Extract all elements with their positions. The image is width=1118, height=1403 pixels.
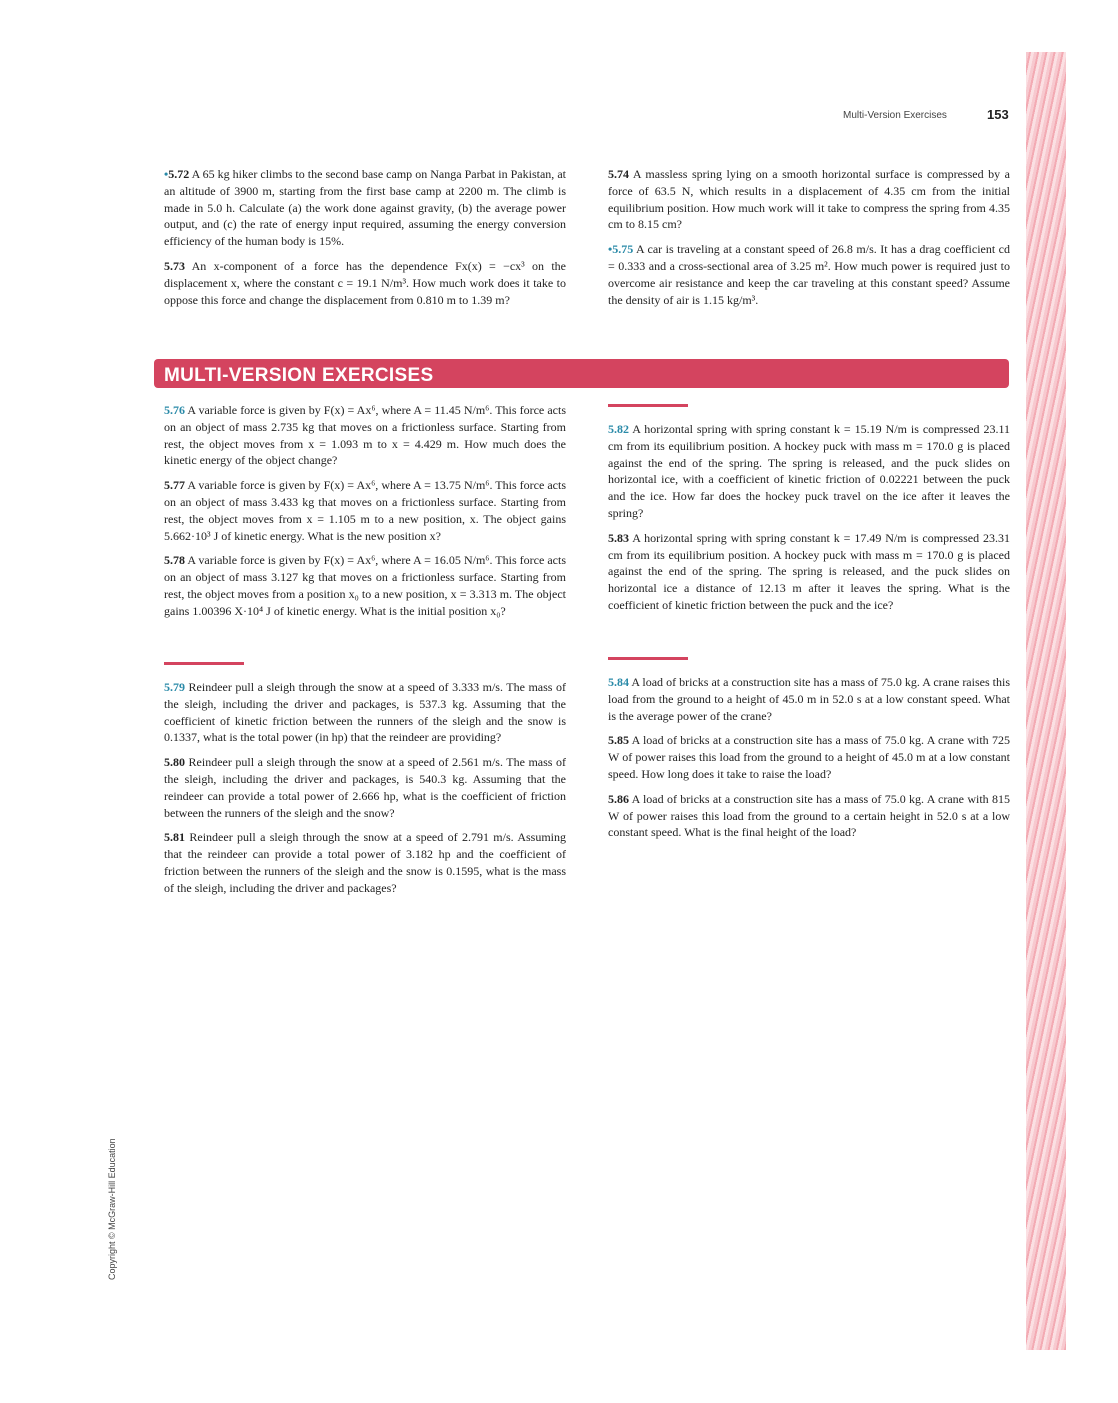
section-banner <box>154 359 1009 388</box>
section-title: MULTI-VERSION EXERCISES <box>164 365 434 386</box>
lower-right-column-group-2 <box>608 674 1010 849</box>
problem-5-75: •5.75 A car is traveling at a constant speed of 26.8 m/s. It has a drag coefficient cd = 0.333 and a cross-sectional area of 3.25 m². How much power is required just to overcome air resistance and keep the car traveling at this constant speed? Assume the density of air is 1.15 kg/m³. <box>608 242 1011 307</box>
lower-left-column-group-2 <box>164 679 566 905</box>
copyright-notice: Copyright © McGraw-Hill Education <box>107 1138 117 1280</box>
page-number: 153 <box>987 107 1009 122</box>
problem-5-79: 5.79 Reindeer pull a sleigh through the snow at a speed of 3.333 m/s. The mass of the sleigh, including the driver and packages, is 537.3 kg. Assuming that the coefficient of kinetic friction between the runners of the sleigh and the snow is 0.1337, what is the total power (in hp) that the reindeer are providing? <box>164 680 567 745</box>
decorative-sidebar <box>1026 52 1066 1350</box>
group-divider <box>608 404 688 407</box>
problem-5-83: 5.83 A horizontal spring with spring constant k = 17.49 N/m is compressed 23.31 cm from its equilibrium position. A hockey puck with mass m = 170.0 g is placed against the end of the spring. The spring is released, and the puck slides on horizontal ice a distance of 12.13 m after it leaves the spring. What is the coefficient of kinetic friction between the puck and the ice? <box>608 530 1011 612</box>
problem-5-78: 5.78 A variable force is given by F(x) = Ax⁶, where A = 16.05 N/m⁶. This force acts on an object of mass 3.127 kg that moves on a frictionless surface. Starting from rest, the object moves from a position x₀ to a new position, x = 3.313 m. The object gains 1.00396 X·10⁴ J of kinetic energy. What is the initial position x₀? <box>164 553 567 618</box>
problem-5-85: 5.85 A load of bricks at a construction site has a mass of 75.0 kg. A crane with 725 W of power raises this load from the ground to a height of 45.0 m at a low constant speed. How long does it take to raise the load? <box>608 733 1010 781</box>
problem-5-80: 5.80 Reindeer pull a sleigh through the snow at a speed of 2.561 m/s. The mass of the sleigh, including the driver and packages, is 540.3 kg. Assuming that the reindeer can provide a total power of 2.666 hp, what is the coefficient of friction between the runners of the sleigh and the snow? <box>164 755 567 820</box>
top-left-column <box>164 166 566 316</box>
top-right-column <box>608 166 1010 316</box>
problem-5-73: 5.73 An x-component of a force has the dependence Fx(x) = −cx³ on the displacement x, where the constant c = 19.1 N/m³. How much work does it take to oppose this force and change the displacement from 0.810 m to 1.39 m? <box>164 258 566 307</box>
problem-5-77: 5.77 A variable force is given by F(x) = Ax⁶, where A = 13.75 N/m⁶. This force acts on an object of mass 3.433 kg that moves on a frictionless surface. Starting from rest, the object moves from x = 1.105 m to a new position, x. The object gains 5.662·10³ J of kinetic energy. What is the new position x? <box>164 478 567 543</box>
problem-5-82: 5.82 A horizontal spring with spring constant k = 15.19 N/m is compressed 23.11 cm from its equilibrium position. A hockey puck with mass m = 170.0 g is placed against the end of the spring. The spring is released, and the puck slides on horizontal ice, with a coefficient of kinetic friction of 0.02221 between the puck and the ice. How far does the hockey puck travel on the ice after it leaves the spring? <box>608 422 1010 520</box>
group-divider <box>164 662 244 665</box>
lower-left-column-group-1 <box>164 402 566 628</box>
problem-5-72: •5.72 A 65 kg hiker climbs to the second base camp on Nanga Parbat in Pakistan, at an altitude of 3900 m, starting from the first base camp at 2200 m. The climb is made in 5.0 h. Calculate (a) the work done against gravity, (b) the average power output, and (c) the rate of energy input required, assuming the energy conversion efficiency of the human body is 15%. <box>164 167 566 249</box>
problem-5-81: 5.81 Reindeer pull a sleigh through the snow at a speed of 2.791 m/s. Assuming that the reindeer can provide a total power of 3.182 hp and the coefficient of friction between the runners of the sleigh and the snow is 0.1595, what is the mass of the sleigh, including the driver and packages? <box>164 830 567 895</box>
lower-right-column-group-1 <box>608 421 1010 622</box>
problem-5-74: 5.74 A massless spring lying on a smooth horizontal surface is compressed by a force of 63.5 N, which results in a displacement of 4.35 cm from the initial equilibrium position. How much work will it take to compress the spring from 4.35 cm to 8.15 cm? <box>608 167 1011 232</box>
problem-5-76: 5.76 A variable force is given by F(x) = Ax⁶, where A = 11.45 N/m⁶. This force acts on an object of mass 2.735 kg that moves on a frictionless surface. Starting from rest, the object moves from x = 1.093 m to x = 4.429 m. How much does the kinetic energy of the object change? <box>164 403 566 468</box>
problem-5-84: 5.84 A load of bricks at a construction site has a mass of 75.0 kg. A crane raises this load from the ground to a height of 45.0 m in 52.0 s at a low constant speed. What is the average power of the crane? <box>608 675 1010 723</box>
group-divider <box>608 657 688 660</box>
running-header: Multi-Version Exercises <box>843 110 947 121</box>
problem-5-86: 5.86 A load of bricks at a construction site has a mass of 75.0 kg. A crane with 815 W of power raises this load from the ground to a certain height in 52.0 s at a low constant speed. What is the final height of the load? <box>608 791 1010 840</box>
